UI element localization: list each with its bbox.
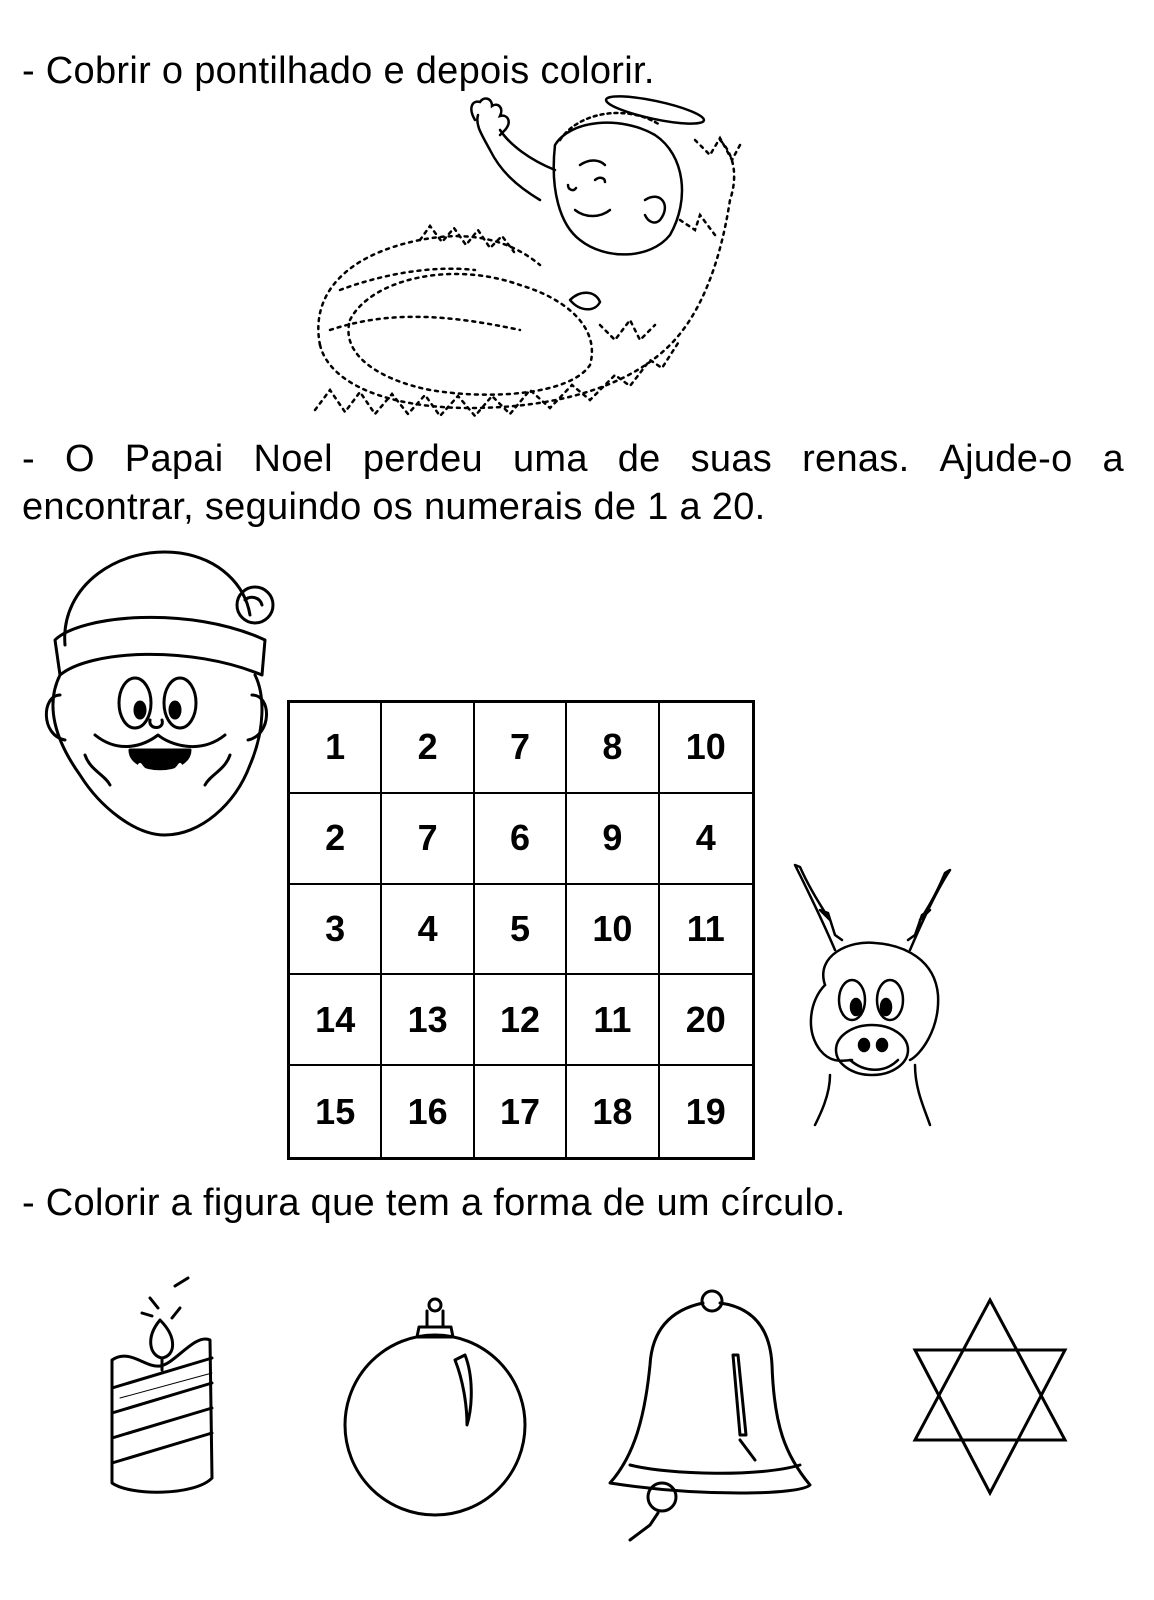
instruction-maze bbox=[22, 436, 1124, 530]
word: uma bbox=[512, 438, 588, 480]
grid-cell: 6 bbox=[475, 794, 567, 885]
santa-claus-icon bbox=[40, 545, 280, 845]
grid-cell: 16 bbox=[382, 1066, 474, 1157]
grid-cell: 10 bbox=[660, 703, 752, 794]
grid-cell: 4 bbox=[660, 794, 752, 885]
baby-jesus-manger-icon bbox=[300, 90, 760, 430]
grid-cell: 18 bbox=[567, 1066, 659, 1157]
christmas-ornament-icon bbox=[335, 1295, 525, 1535]
grid-cell: 11 bbox=[567, 975, 659, 1066]
number-grid bbox=[287, 700, 755, 1160]
word: de bbox=[617, 438, 661, 480]
grid-cell: 15 bbox=[290, 1066, 382, 1157]
grid-cell: 1 bbox=[290, 703, 382, 794]
grid-cell: 12 bbox=[475, 975, 567, 1066]
grid-cell: 8 bbox=[567, 703, 659, 794]
word: Papai bbox=[124, 438, 224, 480]
grid-cell: 20 bbox=[660, 975, 752, 1066]
word: suas bbox=[690, 438, 773, 480]
word: - bbox=[22, 438, 35, 480]
instruction-maze-line2: encontrar, seguindo os numerais de 1 a 20. bbox=[22, 486, 766, 528]
word: renas. bbox=[802, 438, 910, 480]
instruction-maze-line1 bbox=[22, 436, 1124, 482]
word: perdeu bbox=[362, 438, 483, 480]
grid-cell: 7 bbox=[382, 794, 474, 885]
star-of-david-icon bbox=[905, 1295, 1075, 1495]
instruction-circle: - Colorir a figura que tem a forma de um círculo. bbox=[22, 1182, 846, 1224]
grid-cell: 3 bbox=[290, 885, 382, 976]
grid-cell: 19 bbox=[685, 1090, 726, 1132]
reindeer-icon bbox=[790, 855, 960, 1135]
grid-cell: 5 bbox=[475, 885, 567, 976]
grid-cell: 17 bbox=[475, 1066, 567, 1157]
grid-cell: 9 bbox=[567, 794, 659, 885]
grid-cell: 13 bbox=[382, 975, 474, 1066]
candle-icon bbox=[100, 1278, 230, 1518]
grid-cell: 4 bbox=[382, 885, 474, 976]
grid-cell: 7 bbox=[475, 703, 567, 794]
grid-cell: 2 bbox=[290, 794, 382, 885]
word: a bbox=[1102, 438, 1124, 480]
word: Ajude-o bbox=[939, 438, 1073, 480]
bell-icon bbox=[600, 1285, 820, 1545]
instruction-trace: - Cobrir o pontilhado e depois colorir. bbox=[22, 50, 655, 92]
grid-cell: 10 bbox=[567, 885, 659, 976]
grid-cell: 14 bbox=[290, 975, 382, 1066]
grid-cell: 2 bbox=[382, 703, 474, 794]
word: O bbox=[64, 438, 95, 480]
grid-cell: 11 bbox=[660, 885, 752, 976]
word: Noel bbox=[253, 438, 333, 480]
